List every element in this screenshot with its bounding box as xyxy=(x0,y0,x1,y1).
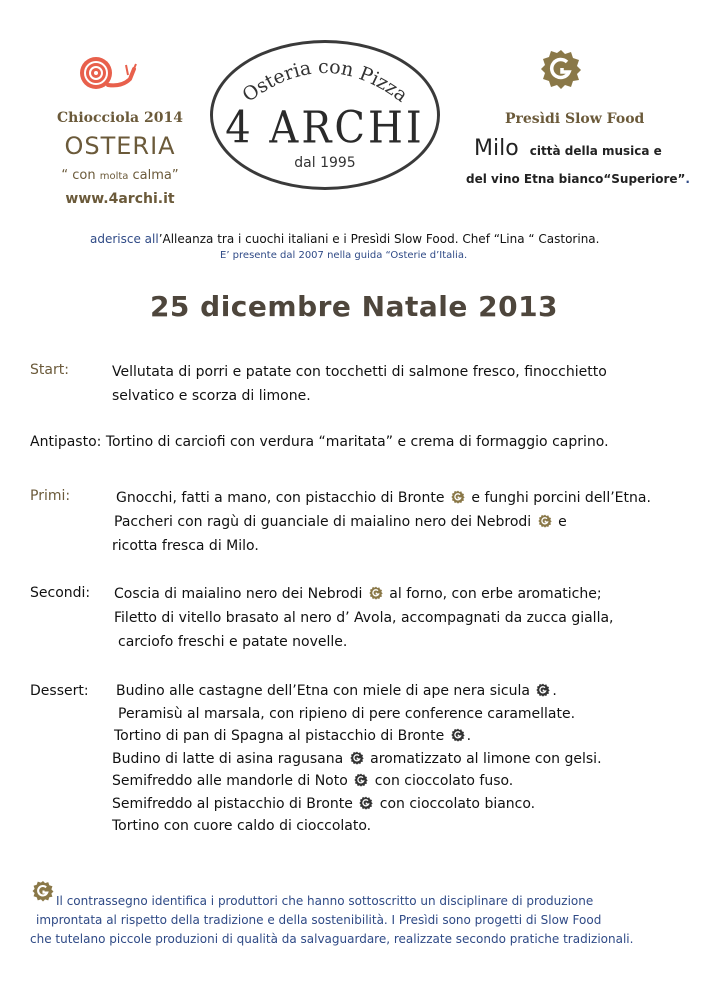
award-label: Chiocciola 2014 xyxy=(57,110,183,126)
menu-start xyxy=(30,362,69,378)
start-line-2: selvatico e scorza di limone. xyxy=(112,388,311,404)
footer-presidio-mark xyxy=(32,880,54,902)
note-small: molta xyxy=(99,171,129,182)
dessert-line-6 xyxy=(112,793,602,816)
dessert-items xyxy=(112,680,602,838)
secondi-label: Secondi: xyxy=(30,585,91,601)
svg-text:Osteria con Pizza xyxy=(238,56,411,107)
start-items xyxy=(112,360,607,408)
primi-line-1 xyxy=(116,486,651,510)
secondi-line-3: carciofo freschi e patate novelle. xyxy=(118,634,348,650)
snail-logo xyxy=(78,55,138,91)
secondi-1b: al forno, con erbe aromatiche; xyxy=(389,586,602,602)
slow-food-presidio-icon xyxy=(540,48,582,90)
primi-1b: e funghi porcini dell’Etna. xyxy=(471,490,651,506)
secondi-line-2: Filetto di vitello brasato al nero d’ Avola, accompagnati da zucca gialla, xyxy=(114,610,614,626)
dessert-6a: Semifreddo al pistacchio di Bronte xyxy=(112,795,353,812)
dessert-5b: con cioccolato fuso. xyxy=(374,773,514,789)
intro-line-1a: aderisce all xyxy=(90,232,159,246)
dessert-4a: Budino di latte di asina ragusana xyxy=(112,750,344,767)
antipasto-label: Antipasto: xyxy=(30,434,102,450)
dessert-line-3 xyxy=(114,725,602,748)
dessert-line-7: Tortino con cuore caldo di cioccolato. xyxy=(112,818,372,834)
dessert-3a: Tortino di pan di Spagna al pistacchio di Bronte xyxy=(114,728,445,744)
presidi-label: Presìdi Slow Food xyxy=(505,111,645,127)
primi-2a: Paccheri con ragù di guanciale di maialino nero dei Nebrodi xyxy=(114,514,532,530)
dessert-6b: con cioccolato bianco. xyxy=(379,795,536,812)
dessert-label: Dessert: xyxy=(30,683,89,699)
note-close: calma” xyxy=(128,168,179,183)
dessert-line-2: Peramisù al marsala, con ripieno di pere conference caramellate. xyxy=(118,705,576,722)
slow-food-presidio-icon xyxy=(536,683,550,697)
menu-antipasto xyxy=(30,434,609,450)
antipasto-line: Tortino di carciofi con verdura “maritata” e crema di formaggio caprino. xyxy=(105,434,609,450)
slow-food-presidio-icon xyxy=(538,514,552,528)
intro-line-2: E’ presente dal 2007 nella guida “Osterie d’Italia. xyxy=(220,250,468,261)
dessert-4b: aromatizzato al limone con gelsi. xyxy=(370,750,602,767)
secondi-1a: Coscia di maialino nero dei Nebrodi xyxy=(114,586,363,602)
secondi-line-1 xyxy=(114,582,614,606)
dessert-1a: Budino alle castagne dell’Etna con miele di ape nera sicula xyxy=(116,683,530,699)
website-link[interactable]: www.4archi.it xyxy=(65,191,175,207)
logo-since: dal 1995 xyxy=(294,155,356,171)
primi-items xyxy=(112,486,651,558)
page-title: 25 dicembre Natale 2013 xyxy=(149,290,559,323)
start-line-1: Vellutata di porri e patate con tocchetti di salmone fresco, finocchietto xyxy=(112,364,607,380)
dessert-line-1 xyxy=(116,680,602,703)
footer-line-3: che tutelano piccole produzioni di qualità da salvaguardare, realizzate secondo pratiche tradizionali. xyxy=(30,932,634,946)
note-open: “ con xyxy=(61,168,100,183)
wine-line-b: “Superiore” xyxy=(603,172,686,186)
milo-line xyxy=(474,136,662,161)
dessert-5a: Semifreddo alle mandorle di Noto xyxy=(112,773,348,789)
intro-line-1 xyxy=(90,232,599,246)
footer-line-1: Il contrassegno identifica i produttori che hanno sottoscritto un disciplinare di produzione xyxy=(56,894,594,908)
dessert-line-5 xyxy=(112,770,602,793)
primi-1a: Gnocchi, fatti a mano, con pistacchio di Bronte xyxy=(116,490,445,506)
secondi-items xyxy=(114,582,614,654)
logo-name: 4 ARCHI xyxy=(225,102,425,154)
osteria-note xyxy=(40,168,200,183)
restaurant-logo xyxy=(210,40,440,190)
slow-food-presidio-icon xyxy=(369,586,383,600)
primi-line-3: ricotta fresca di Milo. xyxy=(112,538,259,554)
presidio-logo xyxy=(540,48,582,90)
slow-food-presidio-icon xyxy=(451,728,465,742)
wine-line xyxy=(466,172,690,186)
primi-label: Primi: xyxy=(30,488,71,504)
dessert-line-4 xyxy=(112,748,602,771)
wine-line-a: del vino Etna bianco xyxy=(466,172,604,186)
slow-food-presidio-icon xyxy=(451,490,465,504)
dessert-3b: . xyxy=(466,728,472,744)
snail-icon xyxy=(78,55,138,91)
primi-line-2 xyxy=(114,510,651,534)
dessert-1b: . xyxy=(552,683,557,699)
wine-line-c: . xyxy=(685,172,690,186)
slow-food-presidio-icon xyxy=(350,751,364,765)
start-label: Start: xyxy=(30,362,69,378)
slow-food-presidio-icon xyxy=(359,796,373,810)
slow-food-presidio-icon xyxy=(354,773,368,787)
slow-food-presidio-icon xyxy=(32,880,54,902)
footer-line-2: improntata al rispetto della tradizione e della sostenibilità. I Presìdi sono progetti di Slow Food xyxy=(36,913,602,927)
logo-arc-label: Osteria con Pizza xyxy=(238,55,412,107)
primi-2b: e xyxy=(558,514,567,530)
intro-line-1b: ’Alleanza tra i cuochi italiani e i Presìdi Slow Food. Chef “Lina “ Castorina. xyxy=(158,232,600,246)
osteria-label: OSTERIA xyxy=(64,132,176,160)
town-tagline: città della musica e xyxy=(529,144,662,158)
town-name: Milo xyxy=(474,136,519,161)
